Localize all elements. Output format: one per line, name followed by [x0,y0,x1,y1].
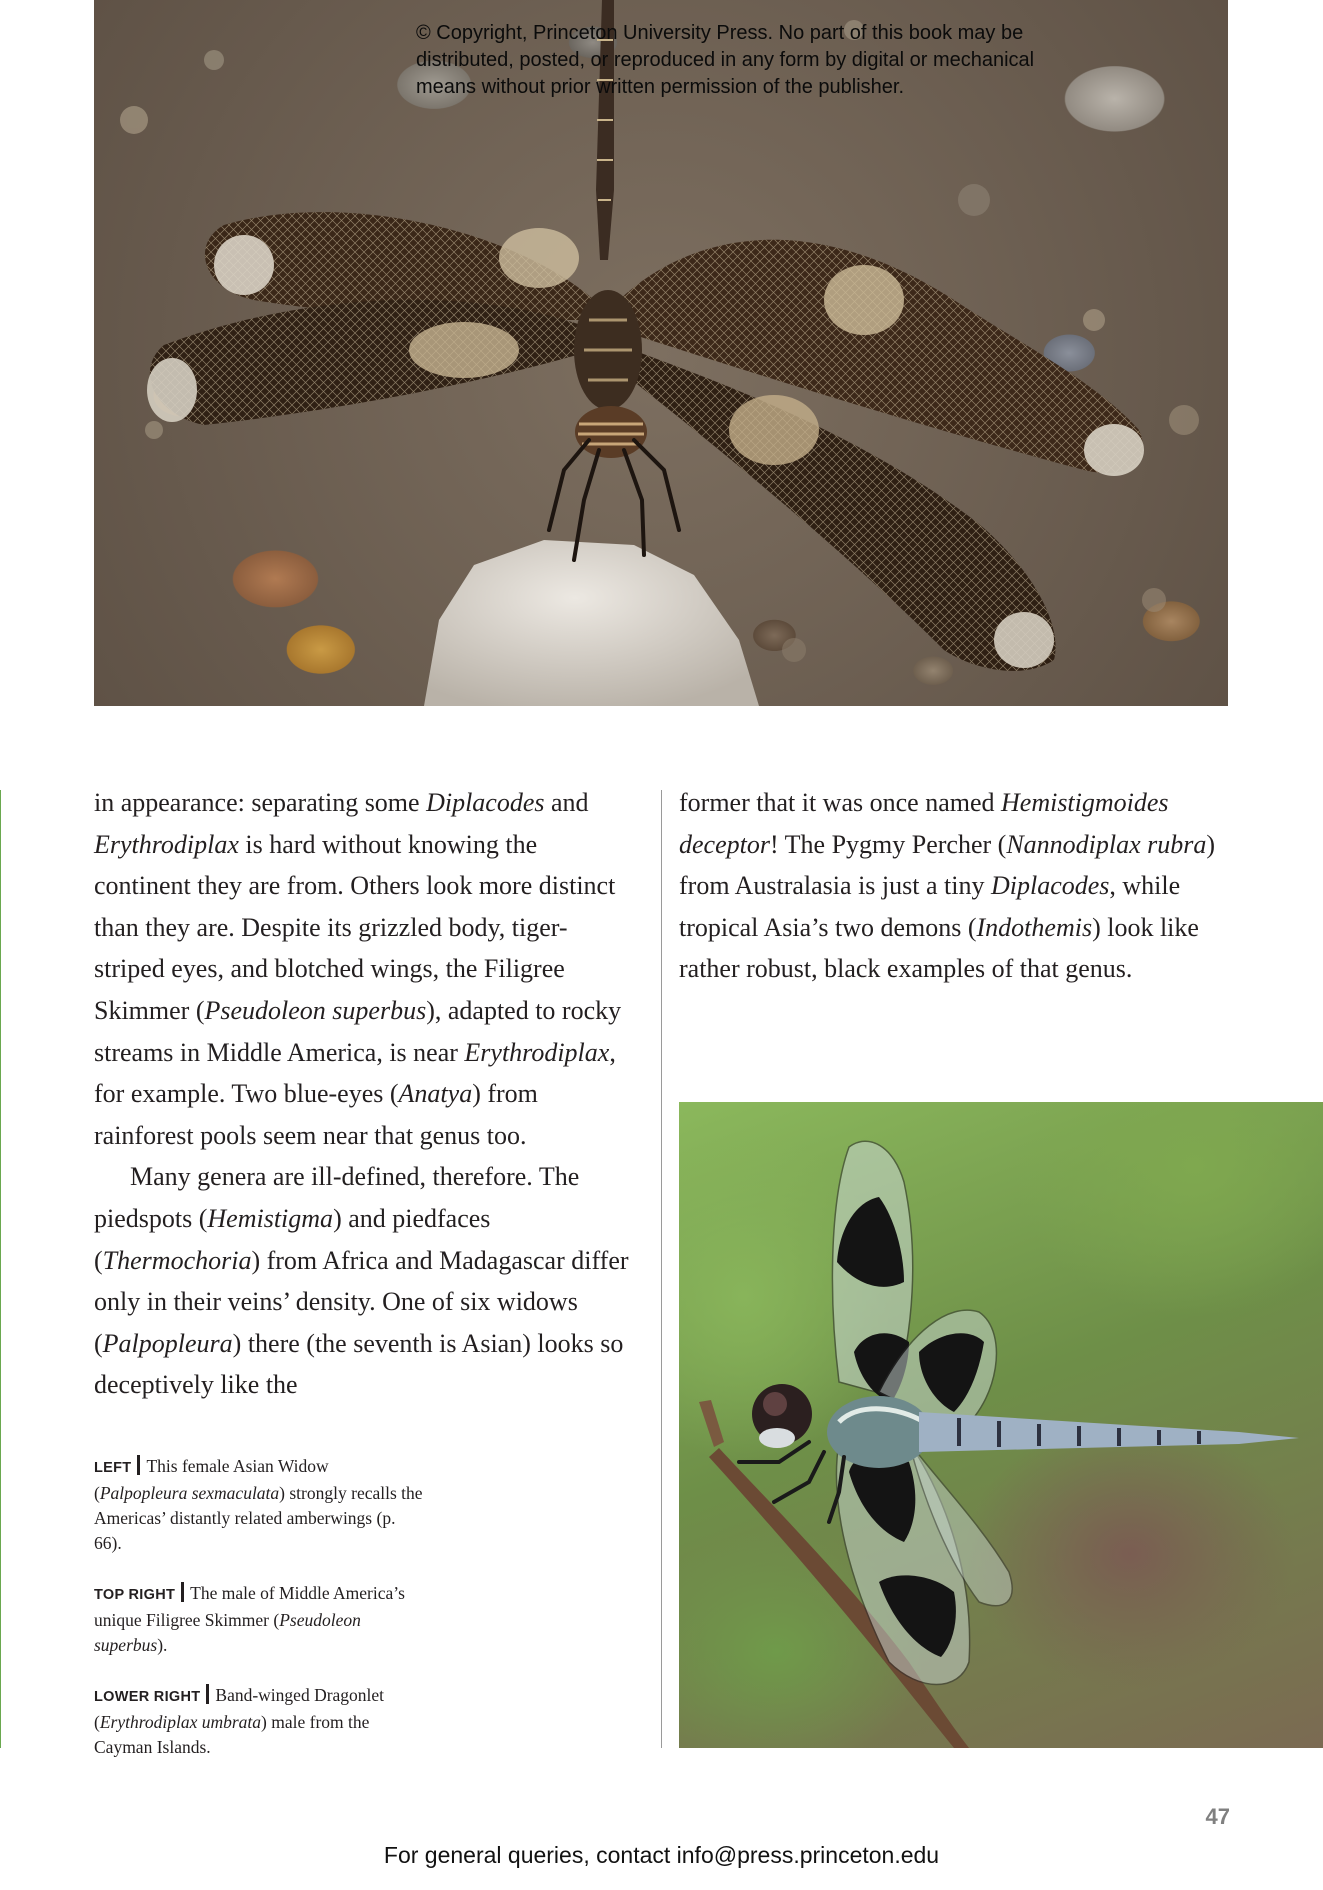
page-number: 47 [1205,1804,1230,1829]
caption-text: The male of Middle America’s unique Filigree Skimmer (Pseudoleon superbus). [94,1583,405,1655]
italic-term: Hemistigma [207,1203,334,1233]
caption-top-right [94,1581,424,1658]
column-divider [661,790,662,1748]
italic-term: Palpopleura sexmaculata [99,1483,280,1503]
italic-term: Diplacodes [426,788,545,817]
caption-label: LEFT [94,1460,132,1476]
italic-term: Erythrodiplax umbrata [99,1712,262,1732]
italic-term: Anatya [398,1079,473,1109]
italic-term: Palpopleura [102,1328,233,1358]
caption-separator [181,1582,184,1602]
italic-term: Nannodiplax rubra [1006,829,1207,859]
copyright-line: means without prior written permission of the publisher. [416,76,905,98]
copyright-notice [416,20,1136,101]
caption-label: LOWER RIGHT [94,1689,201,1705]
right-text-column [679,782,1239,990]
italic-term: Pseudoleon superbus [204,995,427,1025]
italic-term: Indothemis [976,912,1093,942]
body-paragraph: Many genera are ill-defined, therefore. The piedspots (Hemistigma) and piedfaces (Thermochoria) from Africa and Madagascar differ only in their veins’ density. One of six widows (Palpopleura) there (the seventh is Asian) looks so deceptively like the [94,1162,629,1400]
caption-label: TOP RIGHT [94,1587,176,1603]
italic-term: Pseudoleon superbus [94,1610,361,1655]
caption-separator [206,1684,209,1704]
photo-captions [94,1454,424,1785]
copyright-line: © Copyright, Princeton University Press. No part of this book may be [416,22,1024,44]
filigree-skimmer-illustration [94,0,1228,706]
photo-band-winged-dragonlet [679,1102,1323,1748]
italic-term: Diplacodes [990,871,1110,901]
caption-separator [137,1455,140,1475]
caption-lower-right [94,1683,424,1760]
caption-text: This female Asian Widow (Palpopleura sexmaculata) strongly recalls the Americas’ distantly related amberwings (p. 66). [94,1456,423,1553]
left-text-column [94,782,634,1406]
footer-contact: For general queries, contact info@press.princeton.edu [383,1842,940,1868]
body-paragraph: former that it was once named Hemistigmoides deceptor! The Pygmy Percher (Nannodiplax rubra) from Australasia is just a tiny Diplacodes, while tropical Asia’s two demons (Indothemis) look like rather robust, black examples of that genus. [679,788,1216,984]
copyright-line: distributed, posted, or reproduced in any form by digital or mechanical [416,49,1035,71]
caption-text: Band-winged Dragonlet (Erythrodiplax umbrata) male from the Cayman Islands. [94,1685,385,1757]
italic-term: Hemistigmoides deceptor [679,788,1169,859]
caption-left [94,1454,424,1556]
margin-rule [0,790,1,1748]
photo-filigree-skimmer [94,0,1228,706]
body-paragraph: in appearance: separating some Diplacodes and Erythrodiplax is hard without knowing the continent they are from. Others look more distinct than they are. Despite its grizzled body, tiger-striped eyes, and blotched wings, the Filigree Skimmer (Pseudoleon superbus), adapted to rocky streams in Middle America, is near Erythrodiplax, for example. Two blue-eyes (Anatya) from rainforest pools seem near that genus too. [94,788,622,1150]
italic-term: Erythrodiplax [94,829,239,859]
band-winged-dragonlet-illustration [679,1102,1323,1748]
italic-term: Erythrodiplax [464,1037,610,1067]
italic-term: Thermochoria [102,1245,252,1275]
